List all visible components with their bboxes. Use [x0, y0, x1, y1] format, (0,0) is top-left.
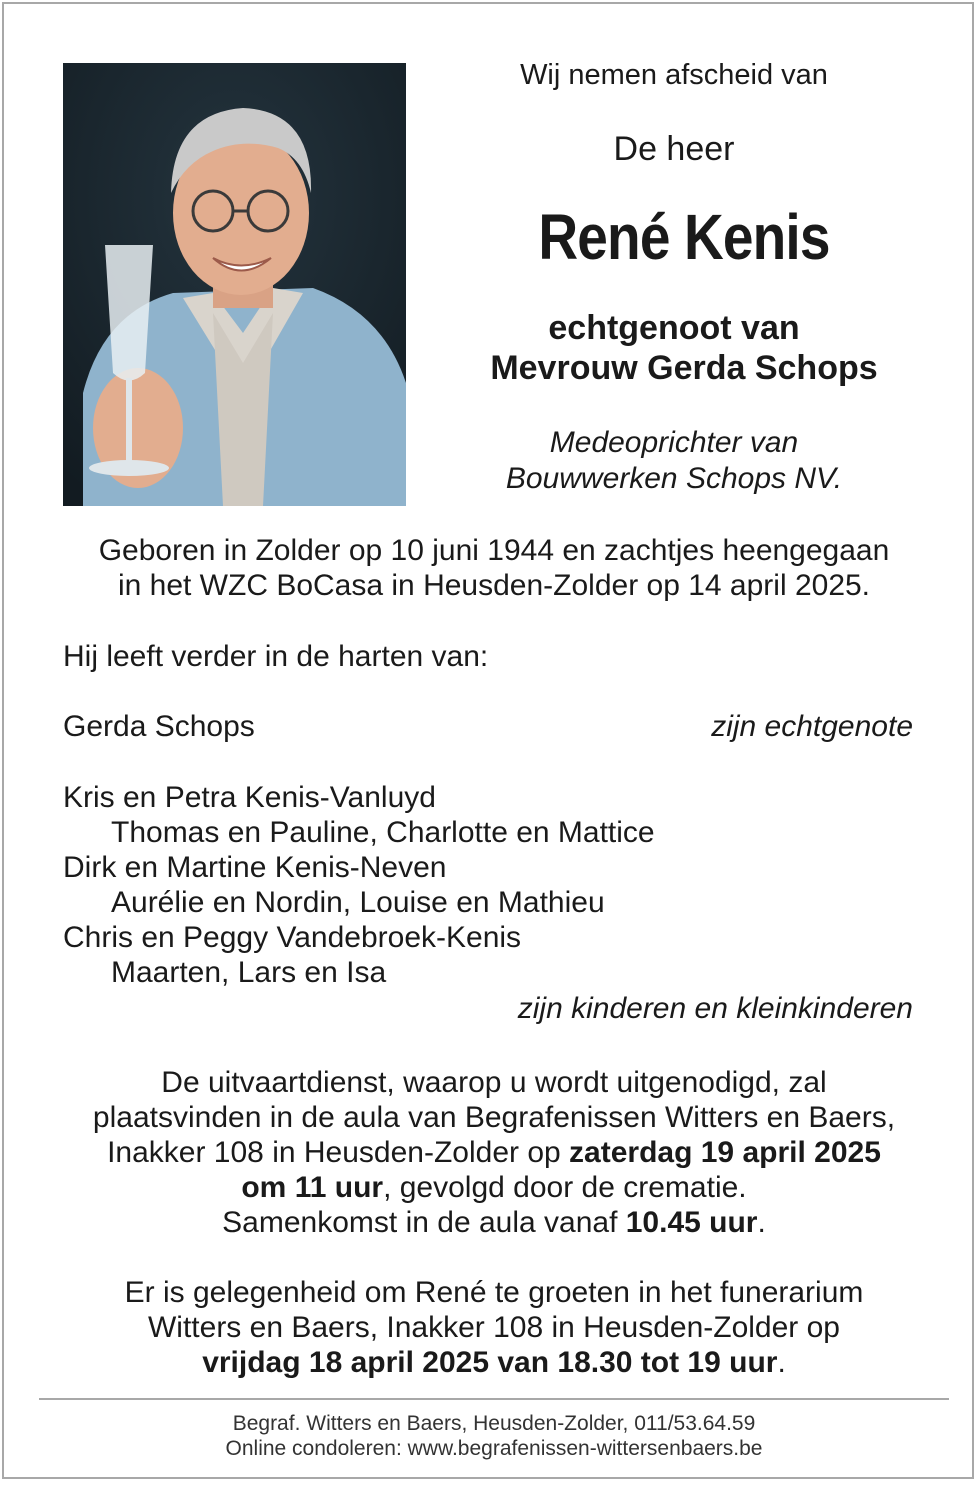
role-line-2: Bouwwerken Schops NV.: [505, 462, 843, 495]
child-line-1: Kris en Petra Kenis-Vanluyd: [63, 781, 436, 814]
service-line-1: De uitvaartdienst, waarop u wordt uitgenodigd, zal: [161, 1066, 827, 1099]
gathering-text: Samenkomst in de aula vanaf: [222, 1206, 626, 1239]
obituary-card: [2, 2, 974, 1479]
role-line-1: Medeoprichter van: [549, 426, 799, 459]
honorific: De heer: [613, 130, 735, 168]
child-line-3: Chris en Peggy Vandebroek-Kenis: [63, 921, 522, 954]
service-location: Inakker 108 in Heusden-Zolder op: [107, 1136, 570, 1169]
grandchildren-line-1: Thomas en Pauline, Charlotte en Mattice: [111, 816, 655, 849]
spouse-line-1: echtgenoot van: [548, 309, 800, 347]
gathering-period: .: [757, 1206, 766, 1239]
service-line-3: [44, 1135, 944, 1170]
portrait-illustration: [63, 63, 406, 506]
footer-divider: [39, 1398, 949, 1400]
gathering-time: 10.45 uur: [625, 1206, 758, 1239]
family-intro: Hij leeft verder in de harten van:: [63, 640, 489, 673]
visitation-line-3: [44, 1345, 944, 1380]
service-line-4: [44, 1170, 944, 1205]
visitation-paragraph: [44, 1275, 944, 1380]
visitation-line-1: Er is gelegenheid om René te groeten in het funerarium: [124, 1276, 864, 1309]
spouse-relation: zijn echtgenote: [711, 710, 913, 743]
grandchildren-line-2: Aurélie en Nordin, Louise en Mathieu: [111, 886, 605, 919]
footer-contact: Begraf. Witters en Baers, Heusden-Zolder, 011/53.64.59: [232, 1412, 756, 1435]
footer-website[interactable]: Online condoleren: www.begrafenissen-wittersenbaers.be: [225, 1437, 763, 1460]
child-line-2: Dirk en Martine Kenis-Neven: [63, 851, 447, 884]
service-line-2: plaatsvinden in de aula van Begrafenissen Witters en Baers,: [92, 1101, 896, 1134]
service-date: zaterdag 19 april 2025: [569, 1136, 881, 1169]
spouse-name: Gerda Schops: [63, 710, 255, 743]
service-line-5: [44, 1205, 944, 1240]
footer: [44, 1411, 944, 1461]
visitation-period: .: [777, 1346, 786, 1379]
service-paragraph: [44, 1065, 944, 1240]
portrait-photo: [63, 63, 406, 506]
visitation-date: vrijdag 18 april 2025 van 18.30 tot 19 uur: [202, 1346, 778, 1379]
birth-line-2: in het WZC BoCasa in Heusden-Zolder op 14 april 2025.: [117, 569, 871, 602]
service-cremation: , gevolgd door de crematie.: [383, 1171, 747, 1204]
birth-line-1: Geboren in Zolder op 10 juni 1944 en zachtjes heengegaan: [98, 534, 890, 567]
grandchildren-line-3: Maarten, Lars en Isa: [111, 956, 387, 989]
deceased-name: René Kenis: [538, 201, 830, 273]
spouse-line-2: Mevrouw Gerda Schops: [490, 349, 878, 387]
service-time: om 11 uur: [241, 1171, 384, 1204]
visitation-line-2: Witters en Baers, Inakker 108 in Heusden-Zolder op: [147, 1311, 840, 1344]
children-relation: zijn kinderen en kleinkinderen: [517, 992, 913, 1025]
intro-text: Wij nemen afscheid van: [520, 59, 828, 91]
